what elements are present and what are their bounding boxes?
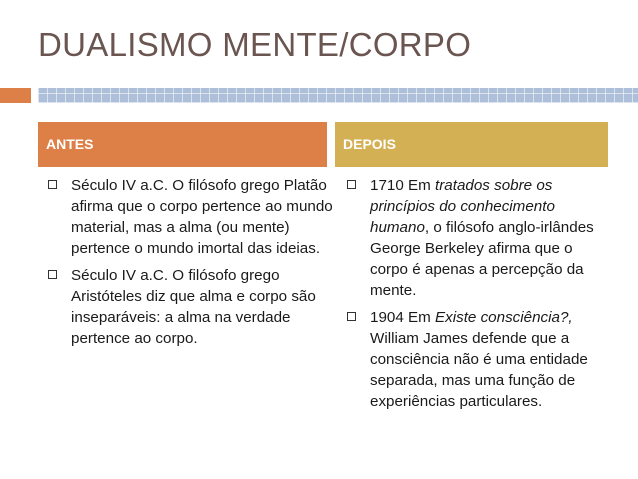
header-depois: DEPOIS — [335, 122, 608, 167]
list-item — [38, 175, 334, 259]
item-prefix: 1904 Em — [370, 309, 436, 326]
square-bullet-icon — [347, 312, 356, 321]
item-suffix: William James defende que a consciência não é uma entidade separada, mas uma função de experiências particulares. — [370, 330, 588, 410]
header-antes: ANTES — [38, 122, 327, 167]
slide-title: DUALISMO MENTE/CORPO — [38, 26, 472, 63]
list-item — [337, 307, 612, 412]
accent-band-orange — [0, 88, 31, 103]
item-text: Século IV a.C. O filósofo grego Platão afirma que o corpo pertence ao mundo material, mas a alma (ou mente) pertence o mundo imortal das ideias. — [71, 177, 333, 257]
accent-band-blue — [38, 88, 638, 103]
item-italic: tratados sobre os princípios do conhecimento humano — [370, 177, 555, 236]
square-bullet-icon — [347, 180, 356, 189]
square-bullet-icon — [48, 180, 57, 189]
item-italic: Existe consciência?, — [435, 309, 573, 326]
item-suffix: , o filósofo anglo-irlândes George Berkeley afirma que o corpo é apenas a percepção da mente. — [370, 219, 594, 299]
list-item — [38, 265, 334, 349]
list-depois — [337, 175, 612, 418]
list-antes — [38, 175, 334, 355]
list-item — [337, 175, 612, 301]
item-text: Século IV a.C. O filósofo grego Aristóteles diz que alma e corpo são inseparáveis: a alma na verdade pertence ao corpo. — [71, 267, 316, 347]
square-bullet-icon — [48, 270, 57, 279]
item-prefix: 1710 Em — [370, 177, 436, 194]
